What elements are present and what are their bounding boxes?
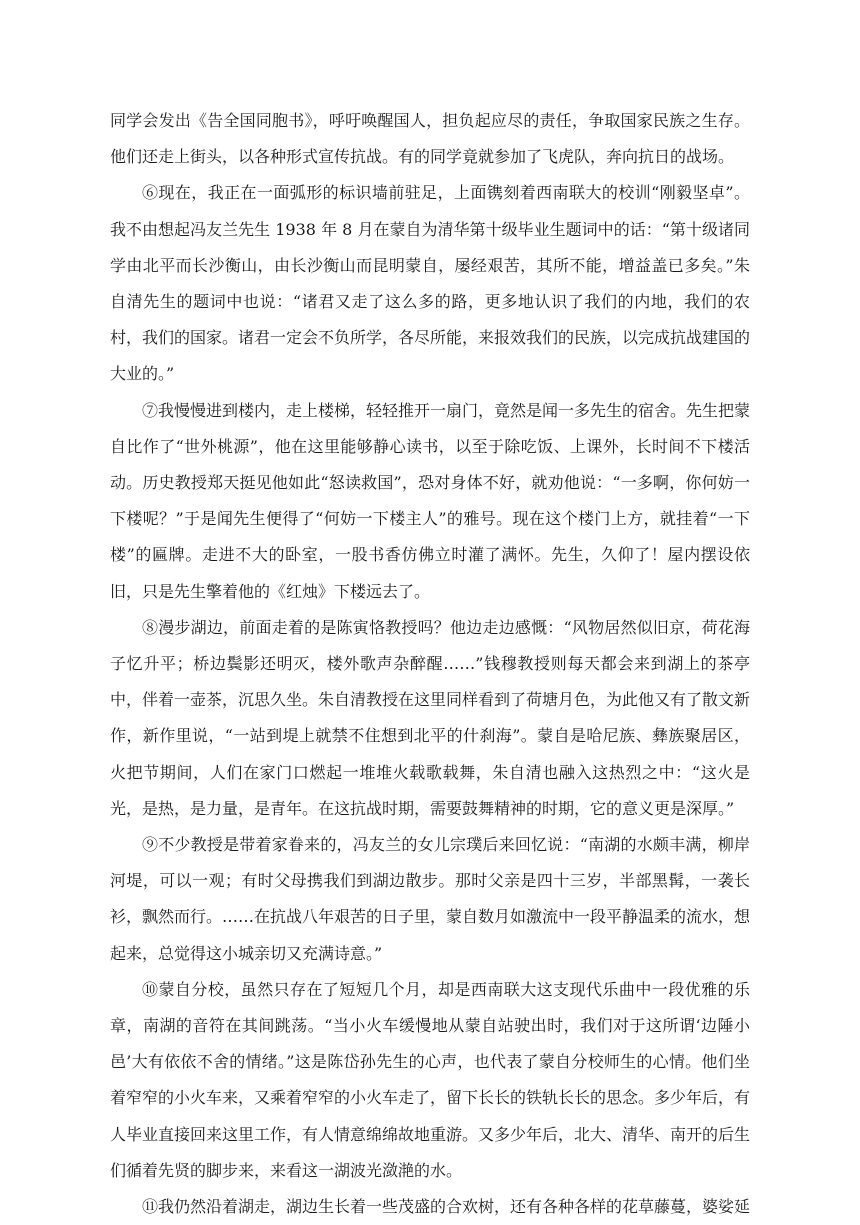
article-body bbox=[110, 103, 750, 1225]
paragraph-7: ⑦我慢慢进到楼内，走上楼梯，轻轻推开一扇门，竟然是闻一多先生的宿舍。先生把蒙自比作了“世外桃源”，他在这里能够静心读书，以至于除吃饭、上课外，长时间不下楼活动。历史教授郑天挺见他如此“怒读救国”，恐对身体不好，就劝他说：“一多啊，你何妨一下楼呢？”于是闻先生便得了“何妨一下楼主人”的雅号。现在这个楼门上方，就挂着“一下楼”的匾牌。走进不大的卧室，一股书香仿佛立时灌了满怀。先生，久仰了！屋内摆设依旧，只是先生擎着他的《红烛》下楼远去了。 bbox=[110, 400, 751, 601]
paragraph-continued: 同学会发出《告全国同胞书》，呼吁唤醒国人，担负起应尽的责任，争取国家民族之生存。他们还走上街头，以各种形式宣传抗战。有的同学竟就参加了飞虎队，奔向抗日的战场。 bbox=[110, 111, 750, 167]
paragraph-11: ⑪我仍然沿着湖走，湖边生长着一些茂盛的合欢树，还有各种各样的花草藤蔓，婆娑延 bbox=[142, 1197, 751, 1217]
paragraph-8: ⑧漫步湖边，前面走着的是陈寅恪教授吗？他边走边感慨：“风物居然似旧京，荷花海子忆升平；桥边鬓影还明灭，楼外歌声杂醉醒……”钱穆教授则每天都会来到湖上的茶亭中，伴着一壶茶，沉思久坐。朱自清教授在这里同样看到了荷塘月色，为此他又有了散文新作，新作里说，“一站到堤上就禁不住想到北平的什刹海”。蒙自是哈尼族、彝族聚居区，火把节期间，人们在家门口燃起一堆堆火载歌载舞，朱自清也融入这热烈之中：“这火是光，是热，是力量，是青年。在这抗战时期，需要鼓舞精神的时期，它的意义更是深厚。” bbox=[110, 617, 751, 818]
paragraph-10: ⑩蒙自分校，虽然只存在了短短几个月，却是西南联大这支现代乐曲中一段优雅的乐章，南湖的音符在其间跳荡。“当小火车缓慢地从蒙自站驶出时，我们对于这所谓‘边陲小邑’大有依依不舍的情绪。”这是陈岱孙先生的心声，也代表了蒙自分校师生的心情。他们坐着窄窄的小火车来，又乘着窄窄的小火车走了，留下长长的铁轨长长的思念。多少年后，有人毕业直接回来这里工作，有人情意绵绵故地重游。又多少年后，北大、清华、南开的后生们循着先贤的脚步来，来看这一湖波光潋滟的水。 bbox=[110, 979, 751, 1180]
paragraph-6: ⑥现在，我正在一面弧形的标识墙前驻足，上面镌刻着西南联大的校训“刚毅坚卓”。我不由想起冯友兰先生 1938 年 8 月在蒙自为清华第十级毕业生题词中的话：“第十级诸同学由北平而长沙衡山，由长沙衡山而昆明蒙自，屡经艰苦，其所不能，增益盖已多矣。”朱自清先生的题词中也说：“诸君又走了这么多的路，更多地认识了我们的内地，我们的农村，我们的国家。诸君一定会不负所学，各尽所能，来报效我们的民族，以完成抗战建国的大业的。” bbox=[110, 183, 751, 384]
paragraph-9: ⑨不少教授是带着家眷来的，冯友兰的女儿宗璞后来回忆说：“南湖的水颇丰满，柳岸河堤，可以一观；有时父母携我们到湖边散步。那时父亲是四十三岁，半部黑髯，一袭长衫，飘然而行。……在抗战八年艰苦的日子里，蒙自数月如激流中一段平静温柔的流水，想起来，总觉得这小城亲切又充满诗意。” bbox=[110, 835, 751, 963]
